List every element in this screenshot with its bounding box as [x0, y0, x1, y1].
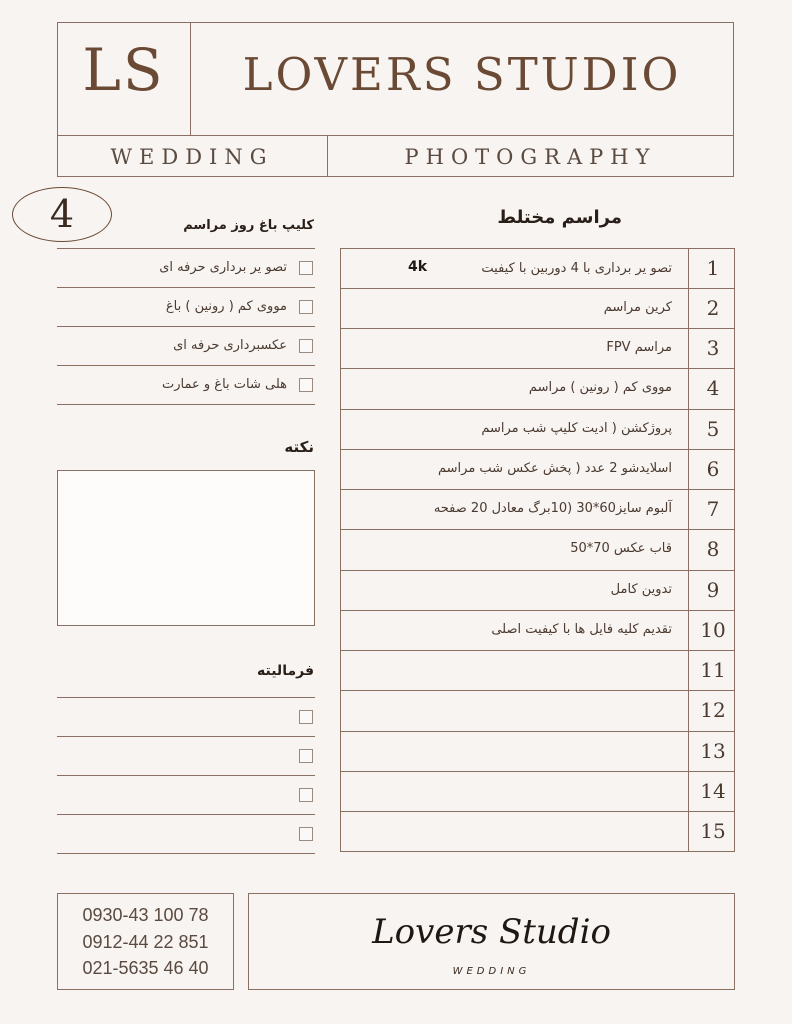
package-number: 4: [49, 192, 75, 236]
row-number: 13: [700, 739, 726, 763]
row-number: 8: [706, 537, 720, 561]
table-row-divider: [340, 449, 735, 450]
row-number: 7: [706, 497, 720, 521]
formality-line: [57, 736, 315, 737]
note-title: نکته: [284, 438, 314, 456]
formality-title: فرمالیته: [257, 663, 314, 679]
row-number: 9: [706, 578, 720, 602]
table-row-divider: [340, 690, 735, 691]
table-row-divider: [340, 771, 735, 772]
row-number: 5: [706, 417, 720, 441]
clip-line: [57, 365, 315, 366]
row-text: تقدیم کلیه فایل ها با کیفیت اصلی: [491, 622, 672, 637]
clip-checkbox[interactable]: [299, 300, 313, 314]
table-row-divider: [340, 489, 735, 490]
row-text: تصو یر برداری با 4 دوربین با کیفیت: [481, 261, 672, 276]
row-text: اسلایدشو 2 عدد ( پخش عکس شب مراسم: [437, 461, 672, 476]
brand-name: LOVERS STUDIO: [242, 48, 682, 101]
row-number: 4: [706, 376, 720, 400]
clip-checkbox[interactable]: [299, 261, 313, 275]
formality-checkbox[interactable]: [299, 710, 313, 724]
row-number: 12: [700, 698, 726, 722]
phone-number[interactable]: 0930-43 100 78: [82, 905, 209, 925]
row-text: مووی کم ( رونین ) مراسم: [528, 380, 672, 395]
row-number: 1: [706, 256, 720, 280]
phone-number[interactable]: 0912-44 22 851: [82, 932, 209, 952]
formality-line: [57, 775, 315, 776]
table-row-divider: [340, 570, 735, 571]
main-title: مراسم مختلط: [497, 207, 622, 228]
table-row-divider: [340, 731, 735, 732]
clip-item: هلی شات باغ و عمارت: [162, 377, 287, 392]
clip-checkbox[interactable]: [299, 339, 313, 353]
clip-item: تصو یر برداری حرفه ای: [159, 260, 287, 275]
table-row-divider: [340, 288, 735, 289]
clip-line: [57, 404, 315, 405]
table-row-divider: [340, 811, 735, 812]
services-table: [340, 248, 735, 852]
clip-item: عکسبرداری حرفه ای: [173, 338, 287, 353]
table-row-divider: [340, 328, 735, 329]
clip-checkbox[interactable]: [299, 378, 313, 392]
row-text: تدوین کامل: [610, 582, 672, 597]
row-number: 10: [700, 618, 726, 642]
row-text: قاب عکس 70*50: [570, 541, 672, 556]
row-number: 6: [706, 457, 720, 481]
phone-number[interactable]: 021-5635 46 40: [82, 958, 209, 978]
formality-line: [57, 853, 315, 854]
clip-title: کلیپ باغ روز مراسم: [183, 218, 314, 233]
row-number: 3: [706, 336, 720, 360]
row-text-quality: 4k: [408, 259, 428, 275]
formality-line: [57, 814, 315, 815]
formality-line: [57, 697, 315, 698]
clip-line: [57, 287, 315, 288]
clip-line: [57, 326, 315, 327]
note-box[interactable]: [57, 470, 315, 626]
row-number: 14: [700, 779, 726, 803]
table-row-divider: [340, 610, 735, 611]
table-row-divider: [340, 368, 735, 369]
table-row-divider: [340, 409, 735, 410]
table-row-divider: [340, 529, 735, 530]
formality-checkbox[interactable]: [299, 788, 313, 802]
header-divider: [57, 135, 734, 136]
formality-checkbox[interactable]: [299, 827, 313, 841]
header-photography: PHOTOGRAPHY: [404, 145, 657, 169]
table-row-divider: [340, 650, 735, 651]
signature-logo: Lovers Studio: [372, 912, 611, 952]
row-text: پروژکشن ( ادیت کلیپ شب مراسم: [481, 421, 672, 436]
row-text: FPV مراسم: [606, 340, 672, 355]
clip-line: [57, 248, 315, 249]
row-text: کرین مراسم: [603, 300, 672, 315]
clip-item: مووی کم ( رونین ) باغ: [165, 299, 287, 314]
logo-initials: LS: [82, 36, 165, 104]
row-number: 15: [700, 819, 726, 843]
formality-checkbox[interactable]: [299, 749, 313, 763]
row-text: آلبوم سایز60*30 (10برگ معادل 20 صفحه: [433, 501, 672, 516]
row-number: 2: [706, 296, 720, 320]
row-number: 11: [700, 658, 726, 682]
signature-subtitle: WEDDING: [452, 966, 531, 977]
header-wedding: WEDDING: [110, 145, 274, 169]
